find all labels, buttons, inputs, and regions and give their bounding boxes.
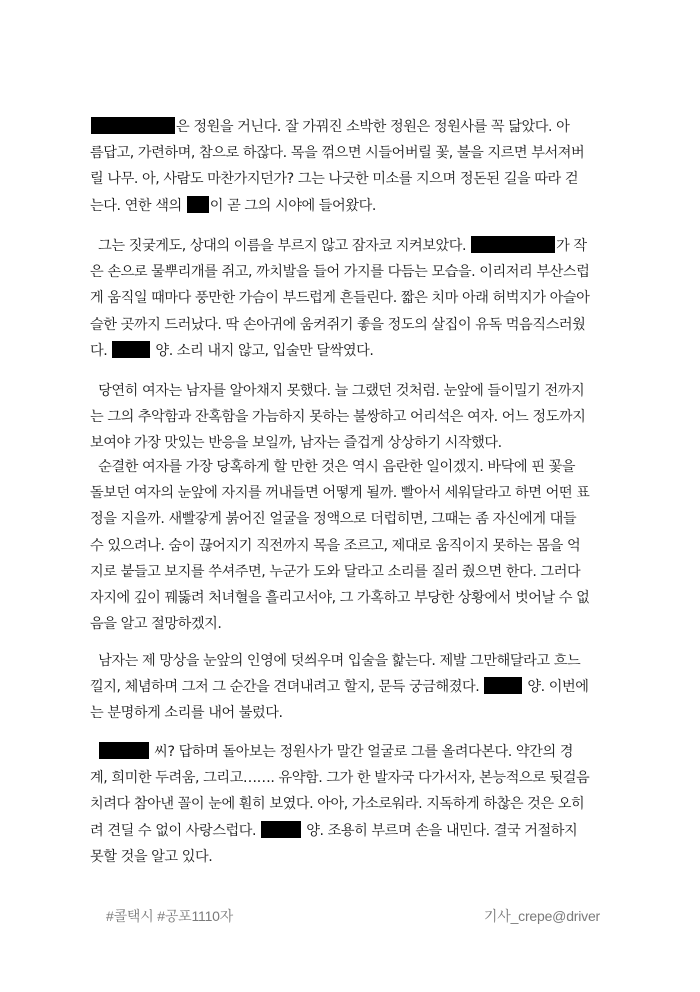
text-line: [90, 648, 612, 674]
text-line: [90, 480, 612, 506]
paragraph: [90, 378, 612, 457]
redaction-bar: [99, 742, 149, 759]
text-segment: 려 견딜 수 없이 사랑스럽다.: [90, 822, 261, 839]
text-segment: 은 정원을 거닌다. 잘 가꿔진 소박한 정원은 정원사를 꼭 닮았다. 아: [176, 119, 570, 135]
text-line: [90, 559, 612, 585]
redaction-bar: [484, 677, 522, 694]
text-line: [90, 312, 612, 338]
text-segment: 슬한 곳까지 드러났다. 딱 손아귀에 움켜쥐기 좋을 정도의 살집이 유독 먹음직스러웠: [90, 316, 586, 333]
text-segment: 자지에 깊이 꿰뚫려 처녀혈을 흘리고서야, 그 가혹하고 부당한 상황에서 벗어날 수 없: [90, 589, 590, 606]
text-segment: 는 그의 추악함과 잔혹함을 가늠하지 못하는 불쌍하고 어리석은 여자. 어느 정도까지: [90, 409, 586, 426]
text-line: [90, 844, 612, 870]
text-line: [90, 739, 612, 765]
paragraph: [90, 739, 612, 870]
paragraph: [90, 114, 612, 219]
text-line: [90, 454, 612, 480]
redaction-bar: [471, 236, 555, 253]
text-line: [90, 233, 612, 259]
text-segment: 음을 알고 절망하겠지.: [90, 616, 222, 633]
redaction-bar: [187, 196, 209, 213]
text-line: [90, 259, 612, 285]
text-line: [90, 585, 612, 611]
text-line: [90, 285, 612, 311]
text-line: [90, 533, 612, 559]
text-segment: 순결한 여자를 가장 당혹하게 할 만한 것은 역시 음란한 일이겠지. 바닥에 핀 꽃을: [90, 459, 576, 475]
text-line: [90, 114, 612, 140]
text-segment: 못할 것을 알고 있다.: [90, 848, 213, 865]
text-line: [90, 611, 612, 637]
text-segment: 낄지, 체념하며 그저 그 순간을 견뎌내려고 할지, 문득 궁금해졌다.: [90, 679, 484, 696]
text-line: [90, 338, 612, 364]
text-segment: [90, 744, 98, 760]
text-segment: 치려다 참아낸 꼴이 눈에 훤히 보였다. 아아, 가소로워라. 지독하게 하찮은 것은 오히: [90, 796, 585, 813]
text-segment: 보여야 가장 맛있는 반응을 보일까, 남자는 즐겁게 상상하기 시작했다.: [90, 435, 502, 452]
text-line: [90, 166, 612, 192]
text-line: [90, 818, 612, 844]
paragraph: [90, 648, 612, 727]
text-line: [90, 791, 612, 817]
text-line: [90, 506, 612, 532]
footer-credit: 기사_crepe@driver: [483, 908, 600, 924]
text-segment: 정을 지을까. 새빨갛게 붉어진 얼굴을 정액으로 더럽히면, 그때는 좀 자신에게 대들: [90, 511, 577, 528]
text-line: [90, 674, 612, 700]
text-segment: 게 움직일 때마다 풍만한 가슴이 부드럽게 흔들린다. 짧은 치마 아래 허벅지가 아슬아: [90, 290, 590, 307]
text-segment: 양. 조용히 부르며 손을 내민다. 결국 거절하지: [302, 822, 578, 839]
text-segment: 돌보던 여자의 눈앞에 자지를 꺼내들면 어떻게 될까. 빨아서 세워달라고 하면 어떤 표: [90, 485, 590, 502]
text-segment: 름답고, 가련하며, 참으로 하잖다. 목을 꺾으면 시들어버릴 꽃, 불을 지르면 부서져버: [90, 145, 585, 162]
paragraph: [90, 454, 612, 637]
text-line: [90, 404, 612, 430]
text-line: [90, 700, 612, 726]
text-line: [90, 430, 612, 456]
text-segment: 이 곧 그의 시야에 들어왔다.: [209, 197, 376, 214]
text-segment: 은 손으로 물뿌리개를 쥐고, 까치발을 들어 가지를 다듬는 모습을. 이리저리 부산스럽: [90, 264, 590, 281]
text-segment: 수 있으려나. 숨이 끊어지기 직전까지 목을 조르고, 제대로 움직이지 못하는 몸을 억: [90, 537, 581, 554]
text-segment: 는 분명하게 소리를 내어 불렀다.: [90, 705, 283, 722]
footer-tags: #콜택시 #공포1110자: [106, 908, 234, 924]
text-line: [90, 378, 612, 404]
redaction-bar: [91, 117, 175, 134]
redaction-bar: [261, 821, 301, 838]
text-segment: 양. 소리 내지 않고, 입술만 달싹였다.: [151, 342, 374, 359]
text-segment: 그는 짓궂게도, 상대의 이름을 부르지 않고 잠자코 지켜보았다.: [90, 238, 471, 254]
text-segment: 지로 붙들고 보지를 쑤셔주면, 누군가 도와 달라고 소리를 질러 줬으면 한다. 그러다: [90, 563, 581, 580]
paragraph: [90, 233, 612, 364]
text-segment: 남자는 제 망상을 눈앞의 인영에 덧씌우며 입술을 핥는다. 제발 그만해달라고 흐느: [90, 653, 581, 669]
text-line: [90, 765, 612, 791]
text-line: [90, 140, 612, 166]
text-segment: 양. 이번에: [523, 679, 589, 696]
text-segment: 다.: [90, 342, 112, 359]
text-segment: 씨? 답하며 돌아보는 정원사가 말간 얼굴로 그를 올려다본다. 약간의 경: [150, 744, 574, 760]
text-segment: 릴 나무. 아, 사람도 마찬가지던가? 그는 나긋한 미소를 지으며 정돈된 길을 따라 걷: [90, 171, 579, 188]
text-segment: 가 작: [556, 238, 587, 254]
text-segment: 당연히 여자는 남자를 알아채지 못했다. 늘 그랬던 것처럼. 눈앞에 들이밀기 전까지: [90, 383, 585, 399]
text-segment: 는다. 연한 색의: [90, 197, 186, 214]
redaction-bar: [112, 341, 150, 358]
text-segment: 계, 희미한 두려움, 그리고……. 유약함. 그가 한 발자국 다가서자, 본능적으로 뒷걸음: [90, 770, 590, 787]
text-line: [90, 193, 612, 219]
